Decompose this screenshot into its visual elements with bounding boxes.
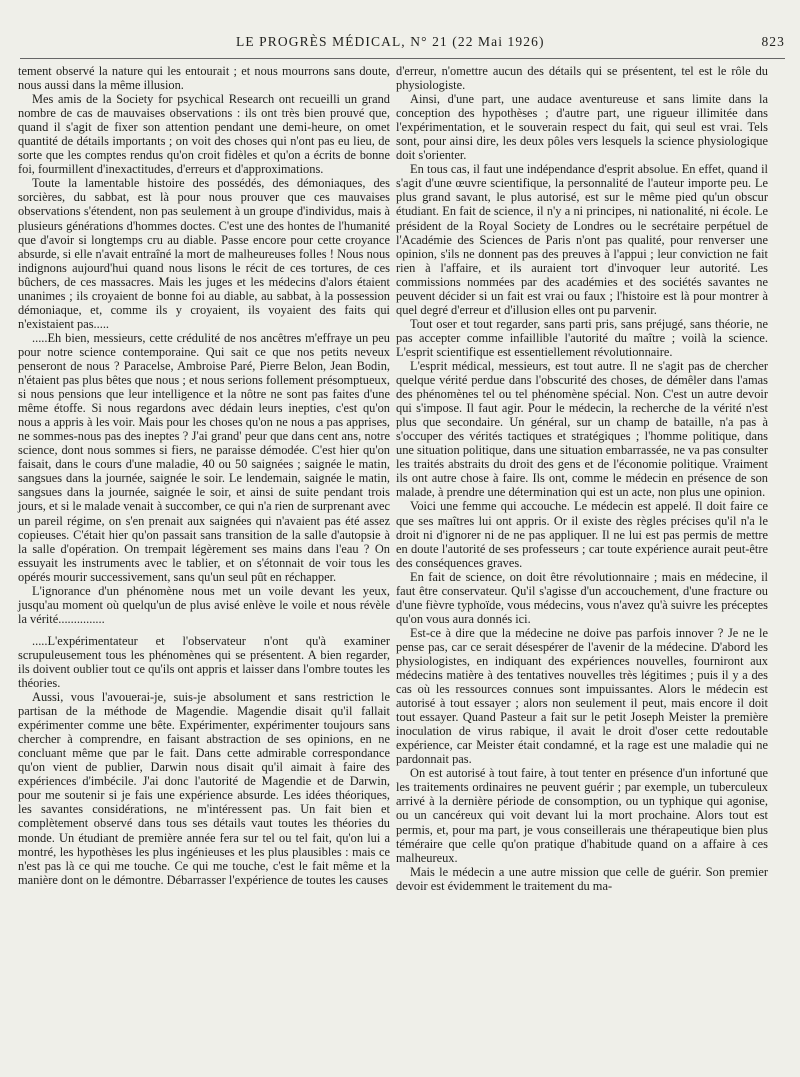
paragraph: .....Eh bien, messieurs, cette crédulité de nos ancêtres m'effraye un peu pour notre science contemporaine. Qui sait ce que nos petits neveux penseront de nous ? Paracelse, Ambroise Paré, Pierre Belon, Jean Bodin, n'étaient pas plus bêtes que nous ; et nous serions follement présomptueux, si nous pensions que leur intelligence et la nôtre ne sont pas faites d'une même étoffe. Si nous regardons avec dédain leurs inepties, c'est qu'on nous a appris à les voir. Mais pour les choses qu'on ne nous a pas apprises, ne sommes-nous pas des ineptes ? J'ai grand' peur que dans cent ans, notre science, dont nous sommes si fiers, ne paraisse démodée. C'est hier qu'on faisait, dans le cours d'une maladie, 40 ou 50 saignées ; saignée le matin, sangsues dans la journée, saignée le soir. Le lendemain, saignée le matin, sangsues dans la journée, saignée le soir, et ainsi de suite pendant trois jours, et si le malade venait à succomber, ce qui n'a rien de surprenant avec un pareil régime, on s'en prenait aux saignées qui n'avaient pas été assez copieuses. C'était hier qu'on passait sans transition de la salle d'autopsie à la salle d'opération. On trempait légèrement ses mains dans l'eau ? On essuyait les instruments avec le tablier, et on s'étonnait de voir tous les opérés mourir successivement, sans qu'un seul pût en réchapper. — [18, 330, 390, 584]
paragraph: Ainsi, d'une part, une audace aventureuse et sans limite dans la conception des hypothèses ; d'autre part, une rigueur illimitée dans l'expérimentation, et le souverain respect du fait, qui seul est vrai. Tels sont, pour ainsi dire, les deux pôles vers lesquels la science physiologique doit s'orienter. — [396, 92, 768, 163]
paragraph: On est autorisé à tout faire, à tout tenter en présence d'un infortuné que les traitements ordinaires ne peuvent guérir ; par exemple, un tuberculeux arrivé à la dernière période de consomption, ou un typhique qui agonise, ou un cancéreux qui voit devant lui la mort prochaine. Alors tout est permis, et, pour ma part, je vous conseillerais une thérapeutique bien plus téméraire que celle qu'on pratique d'habitude quand on a affaire à ces malheureux. — [396, 766, 768, 865]
paragraph: d'erreur, n'omettre aucun des détails qui se présentent, tel est le rôle du physiologiste. — [396, 64, 768, 93]
page-number: 823 — [761, 34, 785, 49]
paragraph: .....L'expérimentateur et l'observateur n'ont qu'à examiner scrupuleusement tous les phénomènes qui se présentent. A bien regarder, ils doivent oublier tout ce qu'ils ont appris et laisser dans l'ombre toutes les théories. — [18, 633, 390, 691]
paragraph: Tout oser et tout regarder, sans parti pris, sans préjugé, sans théorie, ne pas accepter comme infaillible l'autorité du maître ; voilà la science. L'esprit scientifique est essentiellement révolutionnaire. — [396, 316, 768, 359]
journal-title: LE PROGRÈS MÉDICAL, N° 21 (22 Mai 1926) — [236, 34, 545, 49]
paragraph: Aussi, vous l'avouerai-je, suis-je absolument et sans restriction le partisan de la méthode de Magendie. Magendie disait qu'il fallait expérimenter comme une bête. Expérimenter, expérimenter toujours sans chercher à comprendre, en faisant abstraction de ses opinions, en ne concluant même que par le fait. Dans cette admirable correspondance qu'on vient de publier, Darwin nous disait qu'il aimait à faire des expériences d'imbécile. J'ai donc l'autorité de Magendie et de Darwin, pour me soutenir si je fais une expérience absurde. Les idées théoriques, les savantes considérations, ne m'intéressent pas. Un fait bien et complètement observé dans tous ses détails vaut toutes les théories du monde. Un étudiant de première année fera sur tel ou tel fait, qu'on lui a montré, les hypothèses les plus ingénieuses et les plus plausibles : mais ce n'est pas là ce qui me touche. Ce qui me touche, c'est le fait même et la manière dont on le démontre. Débarrasser l'expérience de toutes les causes — [18, 690, 390, 887]
right-column — [396, 64, 768, 893]
paragraph: En tous cas, il faut une indépendance d'esprit absolue. En effet, quand il s'agit d'une œuvre scientifique, la personnalité de l'auteur importe peu. Le plus grand savant, le plus autorisé, est sur le même pied qu'un obscur étudiant. En fait de science, il n'y a ni principes, ni nationalité, ni école. Le président de la Royal Society de Londres ou le secrétaire perpétuel de l'Académie des Sciences de Paris n'ont pas qualité, pour renverser une opinion, s'ils ne donnent pas des preuves à l'appui ; leur conviction ne fait rien à l'affaire, et ils auraient tort d'invoquer leur autorité. Les commissions nommées par des académies et des sociétés savantes ne peuvent décider si un fait est vrai ou faux ; l'histoire est là pour montrer à quel degré d'erreur et d'illusion elles ont pu parvenir. — [396, 162, 768, 317]
left-column — [18, 64, 390, 887]
paragraph: Mais le médecin a une autre mission que celle de guérir. Son premier devoir est évidemment le traitement du ma- — [396, 864, 768, 893]
paragraph-gap — [18, 626, 390, 634]
paragraph: L'esprit médical, messieurs, est tout autre. Il ne s'agit pas de chercher quelque vérité perdue dans l'obscurité des choses, de démêler dans l'amas des phénomènes tel ou tel phénomène spécial. Non. C'est un autre devoir qui s'impose. Il faut agir. Pour le médecin, la recherche de la vérité n'est plus que secondaire. Un général, sur un champ de bataille, n'a pas à s'occuper des vérités tactiques et stratégiques ; l'homme politique, dans une situation politique, dans une situation embarrassée, ne va pas consulter les traités abstraits du droit des gens et de l'économie politique. Vraiment ils ont autre chose à faire. Ils ont, comme le médecin en présence de son malade, à prendre une détermination qui est un acte, non plus une opinion. — [396, 358, 768, 500]
paragraph: L'ignorance d'un phénomène nous met un voile devant les yeux, jusqu'au moment où quelqu'un de plus avisé enlève le voile et nous révèle la vérité............... — [18, 583, 390, 626]
paragraph: tement observé la nature qui les entourait ; et nous mourrons sans doute, nous aussi dans la même illusion. — [18, 64, 390, 93]
paragraph: En fait de science, on doit être révolutionnaire ; mais en médecine, il faut être conservateur. Qu'il s'agisse d'un accouchement, d'une fracture ou d'une fièvre typhoïde, vous médecins, vous n'avez qu'à suivre les préceptes qu'on vous aura donnés ici. — [396, 569, 768, 626]
header-rule — [20, 58, 785, 59]
paragraph: Est-ce à dire que la médecine ne doive pas parfois innover ? Je ne le pense pas, car ce serait désespérer de l'avenir de la médecine. D'abord les physiologistes, en indiquant des expériences nouvelles, fourniront aux médecins matière à des tentatives nouvelles très légitimes ; puis il y a des cas où les ressources connues sont impuissantes. Alors le médecin est autorisé à tout essayer ; alors non seulement il peut, mais encore il doit tout essayer. Quand Pasteur a fait sur le petit Joseph Meister la première inoculation de virus rabique, il avait le droit d'oser cette redoutable expérience, car Meister était condamné, et la rage est une maladie qui ne pardonnait pas. — [396, 625, 768, 767]
paragraph: Toute la lamentable histoire des possédés, des démoniaques, des sorcières, du sabbat, est là pour nous prouver que ces mauvaises observations s'étendent, non pas seulement à un groupe d'individus, mais à plusieurs générations d'hommes doctes. C'est une des hontes de l'humanité que d'avoir si longtemps cru au diable. Passe encore pour cette croyance absurde, si elle n'avait entraîné la mort de malheureuses folles ! Nous nous indignons aujourd'hui quand nous lisons le récit de ces tortures, de ces bûchers, de ces massacres. Mais les juges et les médecins d'alors étaient unanimes ; ils croyaient de bonne foi au diable, au sabbat, à la possession démoniaque, et, comme ils y croyaient, ils voyaient des faits qui n'existaient pas..... — [18, 176, 390, 331]
running-header — [20, 32, 785, 54]
paragraph: Voici une femme qui accouche. Le médecin est appelé. Il doit faire ce que ses maîtres lui ont appris. Or il existe des règles précises qu'il n'a le droit ni d'ignorer ni de ne pas appliquer. Il ne lui est pas permis de mettre en doute l'autorité de ses professeurs ; car toute expérience aurait peut-être des conséquences graves. — [396, 499, 768, 570]
paragraph: Mes amis de la Society for psychical Research ont recueilli un grand nombre de cas de mauvaises observations : ils ont très bien prouvé que, quand il s'agit de fixer son attention pendant une demi-heure, on omet quantité de détails importants ; on voit des choses qui n'ont pas eu lieu, de sorte que les comptes rendus qu'on croit fidèles et qu'on a écrits de bonne foi, fourmillent d'inexactitudes, d'erreurs et d'approximations. — [18, 92, 390, 177]
